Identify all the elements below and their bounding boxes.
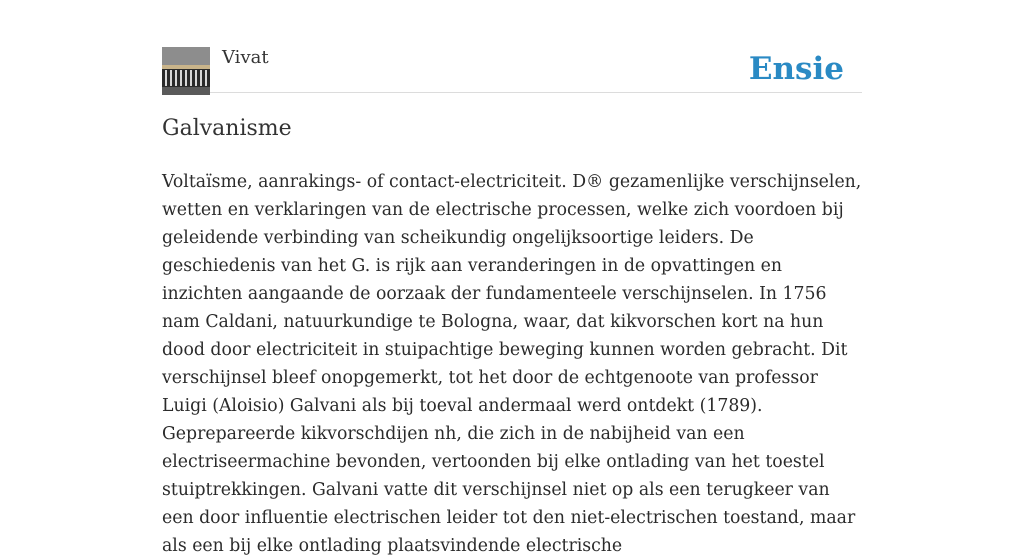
article-title: Galvanisme [162,116,292,141]
ensie-logo[interactable]: Ensie [748,51,844,87]
article-body: Voltaïsme, aanrakings- of contact-electriciteit. D® gezamenlijke verschijnselen, wetten en verklaringen van de electrische processen, welke zich voordoen bij geleidende verbinding van scheikundig ongelijksoortige leiders. De geschiedenis van het G. is rijk aan veranderingen in de opvattingen en inzichten aangaande de oorzaak der fundamenteele verschijnselen. In 1756 nam Caldani, natuurkundige te Bologna, waar, dat kikvorschen kort na hun dood door electriciteit in stuipachtige beweging kunnen worden gebracht. Dit verschijnsel bleef onopgemerkt, tot het door de echtgenoote van professor Luigi (Aloisio) Galvani als bij toeval andermaal werd ontdekt (1789). Geprepareerde kikvorschdijen nh, die zich in de nabijheid van een electriseermachine bevonden, vertoonden bij elke ontlading van het toestel stuiptrekkingen. Galvani vatte dit verschijnsel niet op als een terugkeer van een door influentie electrischen leider tot den niet-electrischen toestand, maar als een bij elke ontlading plaatsvindende electrische [162,172,862,556]
book-spines-icon [162,47,210,95]
source-name-link[interactable]: Vivat [222,47,269,68]
header [162,46,862,93]
source-avatar[interactable] [162,47,210,95]
